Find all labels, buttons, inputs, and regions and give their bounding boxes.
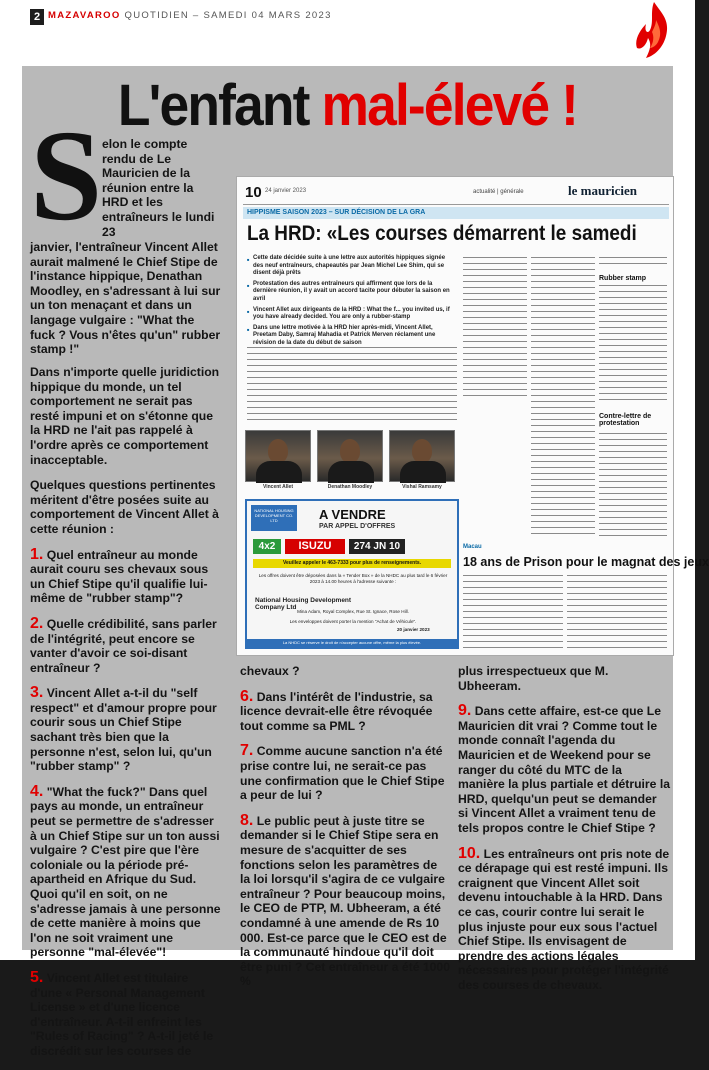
- question-text: Vincent Allet est titulaire d'une « Personal Management License » et d'une licence d'entraîneur. A-t-il enfreint les "Rules of Racing" ? A-t-il jeté le discrédit sur les courses de: [30, 970, 214, 1058]
- column-1: [30, 365, 221, 1070]
- headline-part1: L'enfant: [117, 73, 322, 138]
- ad-text: Les offres doivent être déposées dans la « Tender Box » de la NHDC au plus tard le 6 février 2023 à 14.00 heures à l'adresse suivante :: [258, 573, 448, 584]
- clipping-title-2: 18 ans de Prison pour le magnat des jeux: [463, 555, 709, 569]
- ad-vehicle-make: ISUZU: [285, 539, 345, 554]
- question-2: [30, 614, 221, 675]
- column-2: [240, 664, 450, 1000]
- clipping-date: 24 janvier 2023: [265, 188, 307, 194]
- clipping-photos: [245, 430, 457, 492]
- photo-caption: Denathan Moodley: [327, 484, 373, 490]
- question-8: [240, 811, 450, 989]
- photo-caption: Vincent Allet: [262, 484, 293, 490]
- column-3: [458, 664, 670, 1003]
- portrait-photo: [245, 430, 311, 482]
- tender-advertisement: [245, 499, 459, 649]
- clipping-subhead: Contre-lettre de protestation: [599, 413, 652, 427]
- question-text: "What the fuck?" Dans quel pays au monde, un entraîneur peut se permettre de s'adresser à un Chief Stipe sur un ton aussi vulgaire ? C'est pire que l'ère coloniale ou la période pré-apartheid en Afrique du Sud. Quoi qu'il en soit, on ne s'adresse jamais à une personne de cette manière à moins que l'on ne soit vraiment une personne "mal-élevée"!: [30, 784, 221, 960]
- clipping-page-number: 10: [245, 184, 262, 201]
- paragraph-jurisdiction: Dans n'importe quelle juridiction hippique du monde, un tel comportement ne serait pas resté impuni et on s'étonne que la HRD ne l'ait pas rappelé à l'ordre après ce comportement inacceptable.: [30, 365, 220, 467]
- flame-logo-icon: [632, 0, 672, 62]
- question-number: 5.: [30, 968, 44, 986]
- clipping-brand: le mauricien: [568, 183, 637, 198]
- photo-caption: Vishal Ramsamy: [402, 484, 442, 490]
- question-text: Quelle crédibilité, sans parler de l'intégrité, peut encore se vanter d'avoir ce soi-disant entraîneur ?: [30, 616, 217, 675]
- clipping-bullet: ■ Dans une lettre motivée à la HRD hier après-midi, Vincent Allet, Preetam Daby, Samraj Mahadia et Patrick Merven réclament une révision de la date du début de saison: [247, 325, 457, 348]
- question-number: 2.: [30, 614, 44, 632]
- ad-company: National Housing Development Company Ltd: [255, 597, 352, 611]
- ad-address: Mina Adam, Royal Complex, Rue St. Ignace, Rose Hill.: [297, 609, 409, 614]
- nhdc-logo: NATIONAL HOUSING DEVELOPMENT CO. LTD: [251, 505, 297, 531]
- drop-cap: S: [30, 104, 103, 248]
- question-number: 4.: [30, 782, 44, 800]
- brand-name: MAZAVAROO: [48, 10, 121, 21]
- clipping-body-text: [567, 575, 667, 651]
- ad-heading: A VENDRE: [319, 507, 386, 522]
- question-number: 3.: [30, 684, 44, 702]
- clipping-body-text: [463, 257, 527, 397]
- question-3: [30, 686, 221, 774]
- question-10: [458, 844, 670, 993]
- question-number: 6.: [240, 687, 254, 705]
- running-title: [48, 10, 332, 21]
- clipping-bullets: [247, 255, 457, 351]
- question-text: Dans cette affaire, est-ce que Le Mauricien dit vrai ? Comme tout le monde connaît l'agenda du Mauricien et de Weekend pour se ranger du côté du MTC de la manière la plus partiale et détruire la HRD, quelqu'un peut se demander si Vincent Allet a vraiment tenu de tels propos contre le Chief Stipe ?: [458, 704, 671, 835]
- clipping-title: La HRD: «Les courses démarrent le samedi: [247, 222, 637, 245]
- clipping-rubric: actualité | générale: [473, 189, 524, 195]
- ad-mention: Les enveloppes doivent porter la mention "Achat de Véhicule".: [289, 619, 417, 624]
- portrait-photo: [389, 430, 455, 482]
- clipping-body-text: [463, 575, 563, 651]
- ad-footer: La NHDC se réserve le droit de n'accepter aucune offre, même la plus élevée.: [247, 639, 457, 647]
- question-5: [30, 968, 221, 1059]
- running-header: [0, 0, 695, 38]
- question-number: 10.: [458, 844, 481, 862]
- portrait-photo: [317, 430, 383, 482]
- clipping-kicker-2: Macau: [463, 544, 482, 550]
- headline: [55, 74, 639, 138]
- question-text: Comme aucune sanction n'a été prise contre lui, ne serait-ce pas une confirmation que le Chief Stipe a peur de lui ?: [240, 744, 445, 803]
- clipping-body-text: [599, 433, 667, 537]
- lead-paragraph: elon le compte rendu de Le Mauricien de la réunion entre la HRD et les entraîneurs le lundi 23: [102, 137, 215, 239]
- question-text: Vincent Allet a-t-il du "self respect" et d'amour propre pour courir sous un Chief Stipe sachant très bien que la personne n'est, selon lui, qu'un "rubber stamp" ?: [30, 686, 217, 774]
- lead-paragraph-cont: janvier, l'entraîneur Vincent Allet aurait malmené le Chief Stipe de l'instance hippique, Denathan Moodley, en s'adressant à lui sur un ton menaçant et dans un langage vulgaire : "What the fuck ? Vous n'êtes qu'un" rubber stamp !": [30, 240, 221, 357]
- ad-subheading: PAR APPEL D'OFFRES: [319, 523, 396, 530]
- question-9: [458, 704, 670, 835]
- question-number: 9.: [458, 702, 472, 720]
- question-4: [30, 782, 221, 960]
- clipping-kicker: HIPPISME SAISON 2023 – SUR DÉCISION DE LA GRA: [243, 207, 669, 219]
- question-6: [240, 687, 450, 734]
- ad-phone: Veuillez appeler le 463-7333 pour plus de renseignements.: [253, 559, 451, 568]
- paragraph-questions: Quelques questions pertinentes méritent d'être posées suite au comportement de Vincent Allet à cette réunion :: [30, 478, 219, 536]
- clipping-bullet: ■ Vincent Allet aux dirigeants de la HRD : What the f... you invited us, if you have already decided. You are only a rubber-stamp: [247, 307, 457, 322]
- clipping-body-text: [599, 257, 667, 269]
- question-text: Le public peut à juste titre se demander si le Chief Stipe sera en mesure de s'acquitter de ses fonctions selon les paramètres de la loi lorsqu'il s'agira de ce vulgaire entraîneur ? Pour beaucoup moins, le CEO de PTP, M. Ubheeram, a été condamné à une amende de Rs 10 000. Est-ce parce que le CEO est de la communauté hindoue qu'il doit être puni ? Cet entraîneur a été 1000 %: [240, 813, 450, 989]
- question-text: Les entraîneurs ont pris note de ce dérapage qui est resté impuni. Ils craignent que Vincent Allet soit devenu intouchable à la HRD. Dans ce cas, courir contre lui serait le plus injuste pour eux sous l'actuel Chief Stipe. Ils envisagent de prendre des actions légales nécessaires pour protéger l'intégrité des courses de chevaux.: [458, 846, 670, 992]
- question-number: 1.: [30, 545, 44, 563]
- ad-registration: 274 JN 10: [349, 539, 405, 554]
- question-8-cont: plus irrespectueux que M. Ubheeram.: [458, 664, 609, 693]
- ad-drive-badge: 4x2: [253, 539, 281, 554]
- clipping-subhead: Rubber stamp: [599, 275, 647, 282]
- question-7: [240, 744, 450, 802]
- question-5-cont: chevaux ?: [240, 664, 300, 678]
- clipping-bullet: ■ Protestation des autres entraîneurs qui affirment que lors de la dernière réunion, il y avait un accord tacite pour débuter la saison en avril: [247, 281, 457, 304]
- clipping-body-text: [599, 285, 667, 405]
- question-number: 7.: [240, 742, 254, 760]
- question-number: 8.: [240, 811, 254, 829]
- newspaper-clipping: [236, 176, 709, 656]
- question-text: Dans l'intérêt de l'industrie, sa licence devrait-elle être révoquée tout comme sa PML ?: [240, 689, 433, 733]
- headline-part2: mal-élevé !: [321, 73, 578, 138]
- question-text: Quel entraîneur au monde aurait couru ses chevaux sous un Chief Stipe qu'il qualifie lui-même de "rubber stamp"?: [30, 547, 209, 606]
- clipping-bullet: ■ Cette date décidée suite à une lettre aux autorités hippiques signée des neuf entraîneurs, chapeautés par Jean Michel Lee Shim, qui se disent déjà prêts: [247, 255, 457, 278]
- clipping-header: [243, 183, 669, 205]
- clipping-body-text: [531, 257, 595, 537]
- ad-date: 20 janvier 2023: [397, 627, 430, 632]
- question-1: [30, 545, 221, 606]
- clipping-body-text: [247, 347, 457, 425]
- page-number: 2: [30, 9, 44, 25]
- issue-date: QUOTIDIEN – SAMEDI 04 MARS 2023: [120, 10, 332, 21]
